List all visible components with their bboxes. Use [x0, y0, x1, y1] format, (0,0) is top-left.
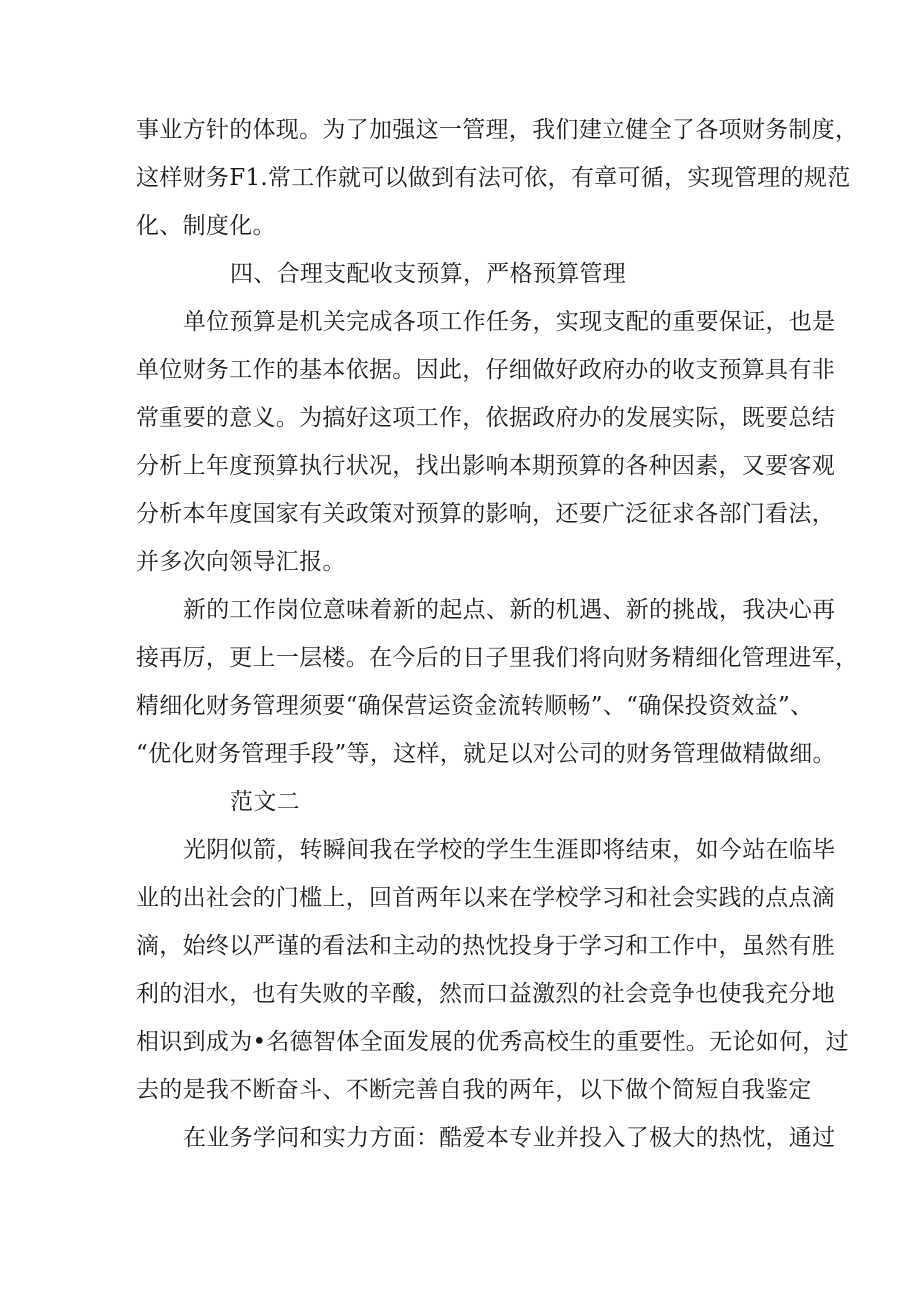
- body-text-line: 并多次向领导汇报。: [136, 549, 346, 575]
- body-text-line: 分析上年度预算执行状况，找出影响本期预算的各种因素，又要客观: [136, 453, 835, 479]
- body-text-line: 去的是我不断奋斗、不断完善自我的两年，以下做个简短自我鉴定: [136, 1077, 812, 1103]
- body-text-line: “优化财务管理手段”等，这样，就足以对公司的财务管理做精做细。: [136, 741, 836, 767]
- body-text-line: 分析本年度国家有关政策对预算的影响，还要广泛征求各部门看法，: [136, 501, 835, 527]
- body-text-line: 利的泪水，也有失败的辛酸，然而口益激烈的社会竞争也使我充分地: [136, 981, 835, 1007]
- body-text-line: 这样财务F1.常工作就可以做到有法可依，有章可循，实现管理的规范: [136, 165, 851, 191]
- body-text-line: 单位财务工作的基本依据。因此，仔细做好政府办的收支预算具有非: [136, 357, 835, 383]
- body-text-line: 化、制度化。: [136, 213, 276, 239]
- body-text-line: 业的出社会的门槛上，回首两年以来在学校学习和社会实践的点点滴: [136, 885, 835, 911]
- body-text-line: 相识到成为•名德智体全面发展的优秀高校生的重要性。无论如何，过: [136, 1029, 849, 1055]
- body-text-line: 精细化财务管理须要“确保营运资金流转顺畅”、“确保投资效益”、: [136, 693, 814, 719]
- body-text-line: 常重要的意义。为搞好这项工作，依据政府办的发展实际，既要总结: [136, 405, 835, 431]
- paragraph-first-line: 光阴似箭，转瞬间我在学校的学生生涯即将结束，如今站在临毕: [183, 837, 836, 863]
- section-heading: 范文二: [230, 789, 300, 815]
- paragraph-first-line: 新的工作岗位意味着新的起点、新的机遇、新的挑战，我决心再: [183, 597, 836, 623]
- section-heading: 四、合理支配收支预算，严格预算管理: [230, 261, 627, 287]
- body-text-line: 滴，始终以严谨的看法和主动的热忱投身于学习和工作中，虽然有胜: [136, 933, 835, 959]
- body-text-line: 接再厉，更上一层楼。在今后的日子里我们将向财务精细化管理进军，: [136, 645, 859, 671]
- body-text-line: 事业方针的体现。为了加强这一管理，我们建立健全了各项财务制度，: [136, 117, 859, 143]
- paragraph-first-line: 单位预算是机关完成各项工作任务，实现支配的重要保证，也是: [183, 309, 836, 335]
- paragraph-first-line: 在业务学问和实力方面：酷爱本专业并投入了极大的热忱，通过: [183, 1125, 836, 1151]
